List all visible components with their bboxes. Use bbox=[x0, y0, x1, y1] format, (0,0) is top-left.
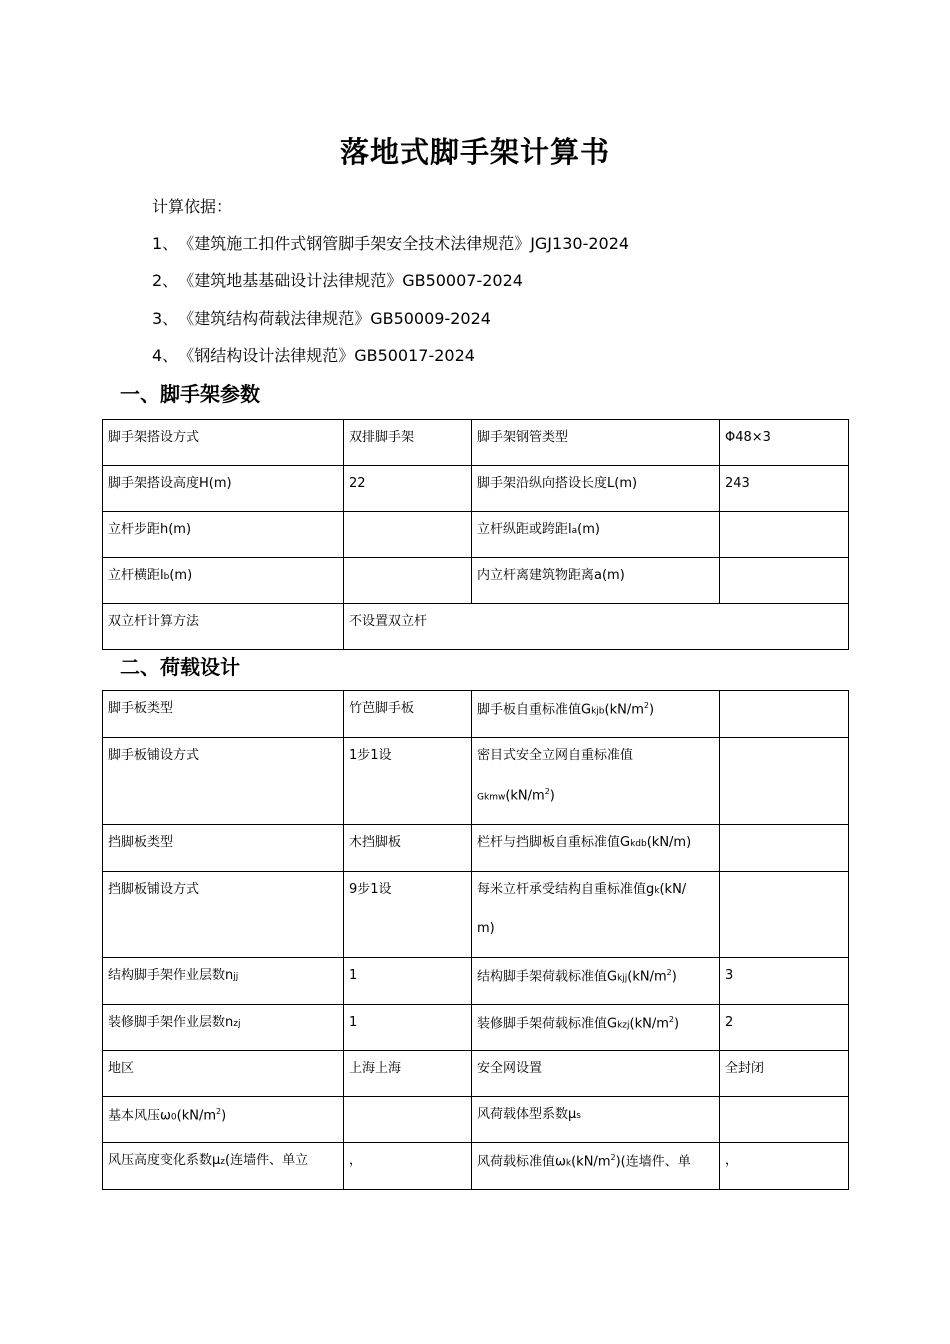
table-cell: 竹芭脚手板 bbox=[344, 691, 472, 738]
table-cell: 栏杆与挡脚板自重标准值Gkdb(kN/m) bbox=[472, 825, 720, 872]
table-cell: 每米立杆承受结构自重标准值gk(kN/ m) bbox=[472, 872, 720, 958]
table-cell: 1步1设 bbox=[344, 738, 472, 825]
section-heading-load-design: 二、荷载设计 bbox=[120, 655, 240, 679]
table-row bbox=[103, 1051, 849, 1097]
table-cell: 密目式安全立网自重标准值 $Gkmw(kN/m^2)$ bbox=[472, 738, 720, 825]
table-cell: 22 bbox=[344, 466, 472, 512]
table-cell: 上海上海 bbox=[344, 1051, 472, 1097]
table-cell: 脚手架钢管类型 bbox=[472, 420, 720, 466]
table-row bbox=[103, 1143, 849, 1190]
table-row bbox=[103, 691, 849, 738]
reference-item: 2、《建筑地基基础设计法律规范》GB50007-2024 bbox=[152, 271, 523, 290]
table-cell: 挡脚板铺设方式 bbox=[103, 872, 344, 958]
table-row bbox=[103, 512, 849, 558]
basis-label: 计算依据： bbox=[152, 197, 233, 216]
table-cell: 结构脚手架荷载标准值$Gkjj(kN/m^2)$ bbox=[472, 958, 720, 1005]
table-cell: 脚手架搭设方式 bbox=[103, 420, 344, 466]
table-cell: 全封闭 bbox=[720, 1051, 849, 1097]
scaffold-params-table bbox=[102, 419, 849, 650]
table-cell: 风荷载体型系数μs bbox=[472, 1097, 720, 1143]
table-cell: ， bbox=[720, 1143, 849, 1190]
reference-item: 4、《钢结构设计法律规范》GB50017-2024 bbox=[152, 346, 475, 365]
table-cell: 装修脚手架作业层数nzj bbox=[103, 1005, 344, 1051]
table-cell: 脚手板铺设方式 bbox=[103, 738, 344, 825]
table-row bbox=[103, 1005, 849, 1051]
table-cell bbox=[344, 1097, 472, 1143]
table-row bbox=[103, 958, 849, 1005]
table-cell: 立杆横距lb(m) bbox=[103, 558, 344, 604]
table-cell: 结构脚手架作业层数njj bbox=[103, 958, 344, 1005]
table-cell: 不设置双立杆 bbox=[344, 604, 849, 650]
table-row bbox=[103, 825, 849, 872]
section-heading-scaffold-params: 一、脚手架参数 bbox=[120, 382, 260, 406]
table-cell: 立杆纵距或跨距la(m) bbox=[472, 512, 720, 558]
table-cell: 风荷载标准值$\omega k(kN/m^2)$(连墙件、单 bbox=[472, 1143, 720, 1190]
table-cell: 脚手架搭设高度H(m) bbox=[103, 466, 344, 512]
table-cell: Φ48×3 bbox=[720, 420, 849, 466]
table-cell: ， bbox=[344, 1143, 472, 1190]
load-design-table bbox=[102, 690, 849, 1190]
table-cell: 安全网设置 bbox=[472, 1051, 720, 1097]
table-cell: 脚手板类型 bbox=[103, 691, 344, 738]
table-row bbox=[103, 604, 849, 650]
table-cell: 9步1设 bbox=[344, 872, 472, 958]
reference-item: 3、《建筑结构荷载法律规范》GB50009-2024 bbox=[152, 309, 491, 328]
table-cell: 脚手板自重标准值$Gkjb(kN/m^2)$ bbox=[472, 691, 720, 738]
table-row bbox=[103, 466, 849, 512]
table-cell: 243 bbox=[720, 466, 849, 512]
table-cell bbox=[720, 872, 849, 958]
table-row bbox=[103, 558, 849, 604]
table-cell: 木挡脚板 bbox=[344, 825, 472, 872]
table-cell: 挡脚板类型 bbox=[103, 825, 344, 872]
table-cell: 2 bbox=[720, 1005, 849, 1051]
document-title: 落地式脚手架计算书 bbox=[339, 135, 610, 169]
table-cell bbox=[720, 1097, 849, 1143]
reference-item: 1、《建筑施工扣件式钢管脚手架安全技术法律规范》JGJ130-2024 bbox=[152, 234, 630, 253]
table-row bbox=[103, 420, 849, 466]
table-cell: 双排脚手架 bbox=[344, 420, 472, 466]
table-cell bbox=[720, 825, 849, 872]
table-cell: 立杆步距h(m) bbox=[103, 512, 344, 558]
table-cell bbox=[720, 512, 849, 558]
table-cell bbox=[720, 558, 849, 604]
table-row bbox=[103, 872, 849, 958]
table-cell bbox=[720, 738, 849, 825]
table-cell: 脚手架沿纵向搭设长度L(m) bbox=[472, 466, 720, 512]
table-cell: 装修脚手架荷载标准值$Gkzj(kN/m^2)$ bbox=[472, 1005, 720, 1051]
table-cell bbox=[720, 691, 849, 738]
table-cell: 1 bbox=[344, 1005, 472, 1051]
table-cell: 3 bbox=[720, 958, 849, 1005]
table-cell bbox=[344, 512, 472, 558]
table-cell: 风压高度变化系数μz(连墙件、单立 bbox=[103, 1143, 344, 1190]
table-cell: 1 bbox=[344, 958, 472, 1005]
table-cell: 内立杆离建筑物距离a(m) bbox=[472, 558, 720, 604]
table-row bbox=[103, 738, 849, 825]
table-cell: 地区 bbox=[103, 1051, 344, 1097]
table-cell bbox=[344, 558, 472, 604]
table-cell: 基本风压$\omega 0(kN/m^2)$ bbox=[103, 1097, 344, 1143]
table-cell: 双立杆计算方法 bbox=[103, 604, 344, 650]
table-row bbox=[103, 1097, 849, 1143]
